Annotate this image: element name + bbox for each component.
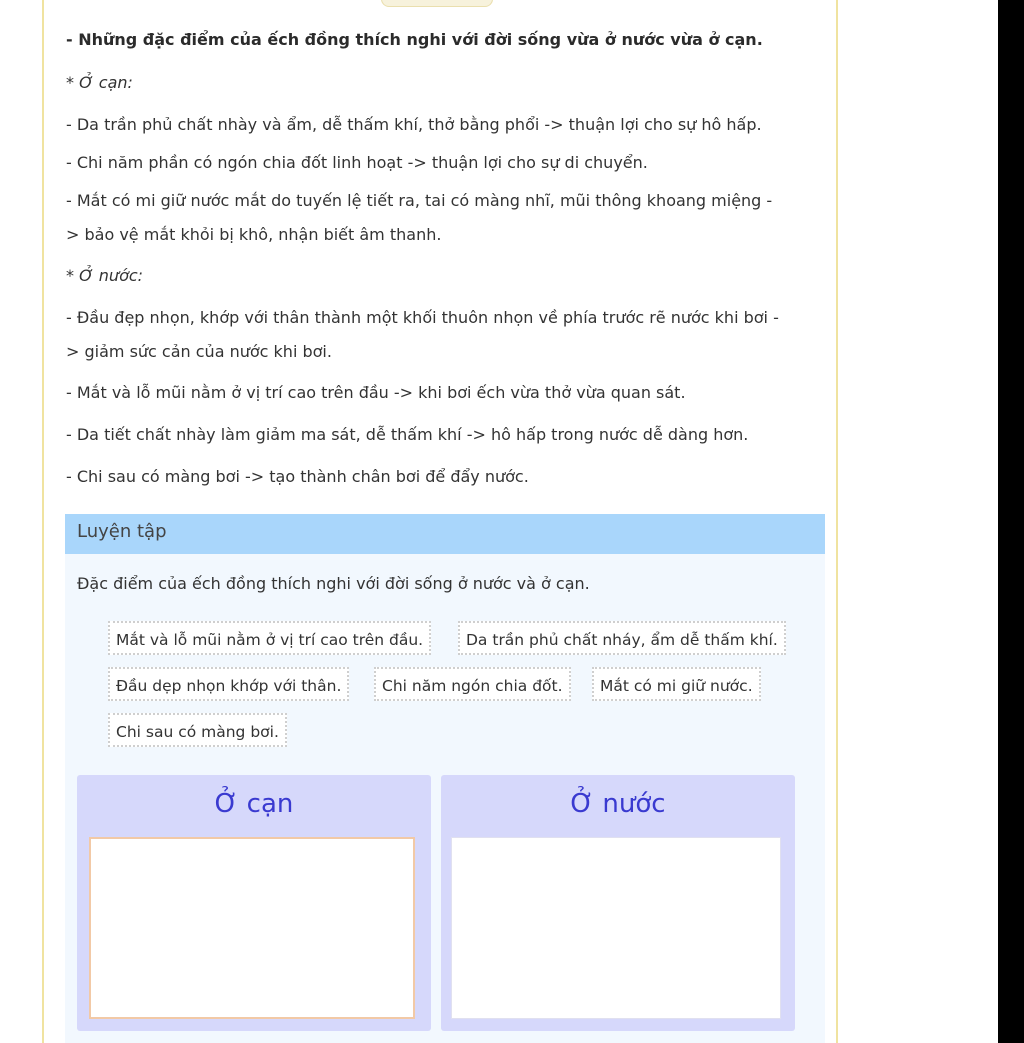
practice-question: Đặc điểm của ếch đồng thích nghi với đời sống ở nước và ở cạn. bbox=[77, 574, 590, 593]
water-drop-zone bbox=[441, 775, 795, 1031]
water-item: - Da tiết chất nhày làm giảm ma sát, dễ thấm khí -> hô hấp trong nước dễ dàng hơn. bbox=[66, 425, 749, 444]
land-item: - Da trần phủ chất nhày và ẩm, dễ thấm khí, thở bằng phổi -> thuận lợi cho sự hô hấp. bbox=[66, 115, 762, 134]
practice-section bbox=[65, 514, 825, 1043]
water-item: > giảm sức cản của nước khi bơi. bbox=[66, 342, 332, 361]
water-heading: * Ở nước: bbox=[66, 266, 144, 285]
screen-edge bbox=[998, 0, 1024, 1043]
land-drop-zone bbox=[77, 775, 431, 1031]
water-zone-title: Ở nước bbox=[570, 789, 666, 819]
lesson-intro: - Những đặc điểm của ếch đồng thích nghi với đời sống vừa ở nước vừa ở cạn. bbox=[66, 30, 763, 49]
answer-chip[interactable]: Mắt và lỗ mũi nằm ở vị trí cao trên đầu. bbox=[108, 621, 431, 655]
land-heading: * Ở cạn: bbox=[66, 73, 133, 92]
answer-chip[interactable]: Chi năm ngón chia đốt. bbox=[374, 667, 571, 701]
water-item: - Mắt và lỗ mũi nằm ở vị trí cao trên đầu -> khi bơi ếch vừa thở vừa quan sát. bbox=[66, 383, 686, 402]
answer-chip[interactable]: Chi sau có màng bơi. bbox=[108, 713, 287, 747]
answer-chip[interactable]: Đầu dẹp nhọn khớp với thân. bbox=[108, 667, 349, 701]
lesson-content bbox=[66, 24, 826, 496]
land-item: > bảo vệ mắt khỏi bị khô, nhận biết âm thanh. bbox=[66, 225, 442, 244]
answer-chip[interactable]: Mắt có mi giữ nước. bbox=[592, 667, 761, 701]
land-drop-target[interactable] bbox=[89, 837, 415, 1019]
top-tab bbox=[381, 0, 493, 7]
land-item: - Mắt có mi giữ nước mắt do tuyến lệ tiết ra, tai có màng nhĩ, mũi thông khoang miệng - bbox=[66, 191, 773, 210]
land-zone-title: Ở cạn bbox=[214, 789, 294, 819]
practice-title: Luyện tập bbox=[65, 514, 825, 554]
answer-chip[interactable]: Da trần phủ chất nháy, ẩm dễ thấm khí. bbox=[458, 621, 786, 655]
water-drop-target[interactable] bbox=[451, 837, 781, 1019]
water-item: - Chi sau có màng bơi -> tạo thành chân bơi để đẩy nước. bbox=[66, 467, 529, 486]
water-item: - Đầu đẹp nhọn, khớp với thân thành một khối thuôn nhọn về phía trước rẽ nước khi bơi - bbox=[66, 308, 779, 327]
land-item: - Chi năm phần có ngón chia đốt linh hoạt -> thuận lợi cho sự di chuyển. bbox=[66, 153, 648, 172]
